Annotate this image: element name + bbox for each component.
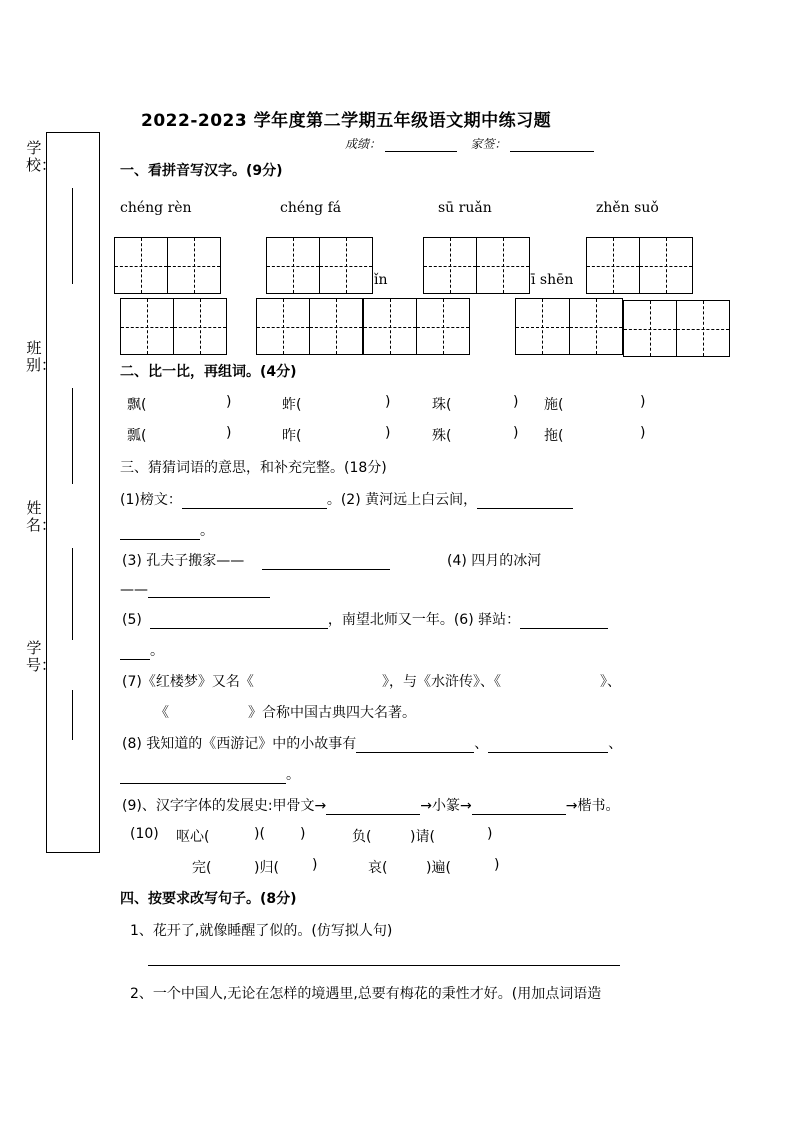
answer-blank[interactable] — [120, 523, 200, 540]
number-label: 学号： — [26, 639, 57, 674]
char-grid[interactable] — [266, 237, 373, 294]
q2-continued: 。 — [120, 520, 214, 540]
q10-item: 完( — [192, 860, 212, 876]
school-label: 学校： — [26, 139, 57, 174]
q7-middle: 》，与《水浒传》、《 — [382, 674, 501, 690]
q10-item: ) — [494, 857, 500, 873]
answer-blank[interactable] — [148, 581, 270, 598]
q10-number: (10) — [130, 826, 159, 842]
compare-item: 昨( — [282, 428, 302, 444]
answer-blank[interactable] — [120, 767, 286, 784]
q10-item: 负( — [352, 829, 372, 845]
pinyin-3: sū ruǎn — [438, 200, 492, 216]
q10-item: )归( — [254, 860, 279, 876]
char-grid[interactable] — [515, 298, 623, 355]
q10-item: )( — [254, 826, 265, 842]
char-grid[interactable] — [586, 237, 693, 294]
answer-blank[interactable] — [356, 736, 474, 753]
q10-item: ) — [487, 826, 493, 842]
q7-end: 》、 — [600, 674, 621, 690]
answer-blank[interactable] — [150, 612, 328, 629]
answer-blank[interactable] — [120, 643, 150, 660]
compare-item: ) — [385, 425, 391, 441]
q10-item: ) — [300, 826, 306, 842]
sign-blank[interactable] — [510, 137, 594, 152]
sign-label: 家签： — [470, 137, 507, 151]
school-blank[interactable] — [72, 188, 73, 284]
char-grid[interactable] — [114, 237, 221, 294]
class-label: 班别： — [26, 339, 57, 374]
compare-item: ) — [640, 394, 646, 410]
compare-item: ) — [513, 425, 519, 441]
char-grid[interactable] — [623, 300, 730, 357]
compare-item: ) — [226, 394, 232, 410]
pinyin-4: zhěn suǒ — [596, 200, 659, 216]
compare-item: ) — [385, 394, 391, 410]
name-label: 姓名： — [26, 499, 57, 534]
compare-item: 拖( — [544, 428, 564, 444]
pinyin-5: ǐn — [374, 272, 388, 288]
answer-blank[interactable] — [262, 553, 390, 570]
q10-item: ) — [312, 857, 318, 873]
name-blank[interactable] — [72, 548, 73, 640]
score-line — [345, 135, 594, 152]
char-grid[interactable] — [423, 237, 530, 294]
q1-line: (1)榜文： 。(2) 黄河远上白云间， — [120, 489, 573, 509]
q8-line: (8) 我知道的《西游记》中的小故事有 、 、 — [122, 736, 623, 752]
q9-line: (9)、汉字字体的发展史:甲骨文→ →小篆→ →楷书。 — [122, 798, 620, 814]
compare-item: 殊( — [432, 428, 452, 444]
q5-line: (5) ，南望北师又一年。(6) 驿站： — [122, 609, 608, 629]
char-grid[interactable] — [256, 298, 363, 355]
q4-continued: —— — [120, 581, 270, 598]
char-grid[interactable] — [363, 298, 470, 355]
score-label: 成绩： — [345, 137, 382, 151]
compare-item: ) — [640, 425, 646, 441]
page-title: 2022-2023 学年度第二学期五年级语文期中练习题 — [141, 111, 552, 131]
student-info-sidebar — [46, 132, 100, 853]
q6-continued: 。 — [120, 640, 164, 660]
number-blank[interactable] — [72, 690, 73, 740]
answer-blank[interactable] — [472, 798, 566, 815]
answer-blank[interactable] — [488, 736, 608, 753]
compare-item: 飘( — [127, 397, 147, 413]
q10-item: 呕心( — [176, 829, 210, 845]
q10-item: 哀( — [368, 860, 388, 876]
score-blank[interactable] — [385, 137, 457, 152]
pinyin-6: ī shēn — [531, 272, 574, 288]
section1-heading: 一、看拼音写汉字。(9分) — [120, 163, 283, 179]
compare-item: ) — [226, 425, 232, 441]
class-blank[interactable] — [72, 388, 73, 484]
section3-heading: 三、猜猜词语的意思，和补充完整。(18分) — [120, 460, 387, 476]
compare-item: 瓢( — [127, 428, 147, 444]
q7-open: 《 — [155, 705, 169, 721]
pinyin-1: chéng rèn — [120, 200, 192, 216]
s4-q1: 1、花开了,就像睡醒了似的。(仿写拟人句) — [130, 923, 393, 939]
compare-item: 珠( — [432, 397, 452, 413]
compare-item: 蚱( — [282, 397, 302, 413]
compare-item: 施( — [544, 397, 564, 413]
q10-item: )请( — [410, 829, 435, 845]
char-grid[interactable] — [120, 298, 227, 355]
answer-blank[interactable] — [326, 798, 420, 815]
compare-item: ) — [513, 394, 519, 410]
section4-heading: 四、按要求改写句子。(8分) — [120, 891, 297, 907]
q8-continued: 。 — [120, 764, 300, 784]
answer-blank[interactable] — [182, 492, 327, 509]
q4-line: (4) 四月的冰河 — [447, 553, 542, 569]
q3-line: (3) 孔夫子搬家—— — [122, 550, 390, 570]
s4-q2: 2、一个中国人,无论在怎样的境遇里,总要有梅花的秉性才好。(用加点词语造 — [130, 986, 602, 1002]
answer-blank[interactable] — [477, 492, 573, 509]
pinyin-2: chéng fá — [280, 200, 342, 216]
section2-heading: 二、比一比，再组词。(4分) — [120, 364, 297, 380]
q7-close: 》合称中国古典四大名著。 — [248, 705, 416, 721]
answer-blank[interactable] — [520, 612, 608, 629]
answer-line[interactable] — [148, 965, 620, 966]
q7-label: (7)《红楼梦》又名《 — [122, 674, 254, 690]
q10-item: )遍( — [426, 860, 451, 876]
